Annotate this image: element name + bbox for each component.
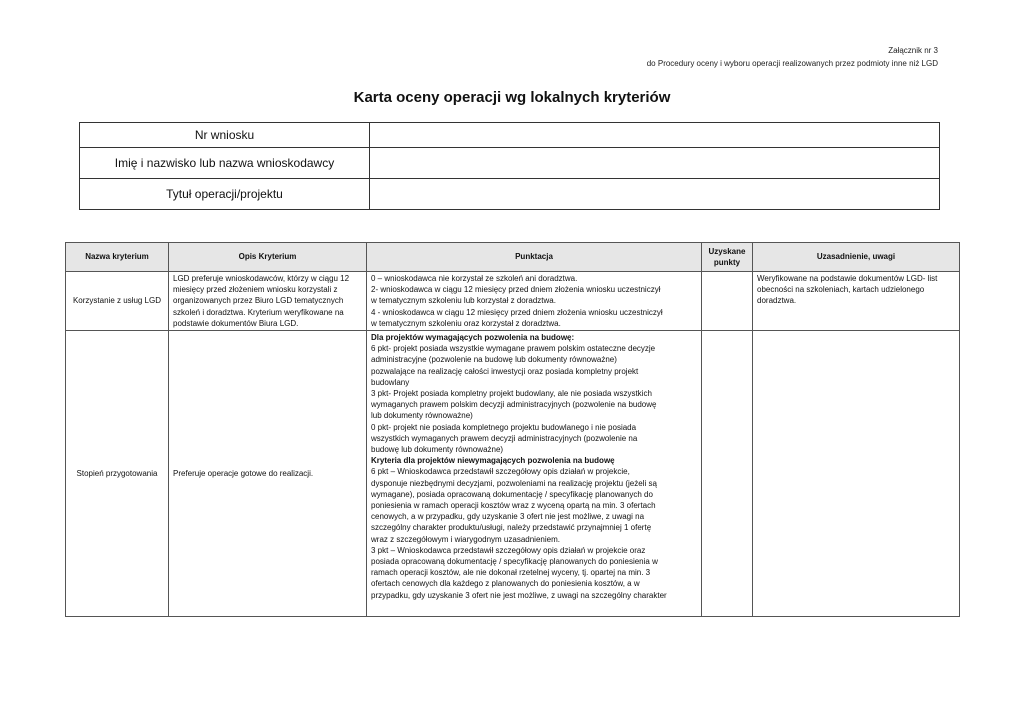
application-number-label: Nr wniosku [80,123,370,148]
header-justification: Uzasadnienie, uwagi [753,243,960,272]
scoring-line: 6 pkt- projekt posiada wszystkie wymagane prawem polskim ostateczne decyzje [371,344,656,354]
criterion-justification: Weryfikowane na podstawie dokumentów LGD- list obecności na szkoleniach, kartach udzielonego doradztwa. [753,272,960,331]
header-criterion-description: Opis Kryterium [169,243,367,272]
scoring-line: 6 pkt – Wnioskodawca przedstawił szczegółowy opis działań w projekcie, [371,467,630,477]
scoring-line: ramach operacji kosztów, ale nie dokonał rzetelnej wyceny, tj. opartej na min. 3 [371,568,651,578]
application-info-table [79,122,940,210]
scoring-line: dysponuje niezbędnymi decyzjami, pozwoleniami na realizację projektu (jeżeli są [371,478,657,488]
criterion-description: Preferuje operacje gotowe do realizacji. [169,331,367,617]
applicant-name-field[interactable] [370,148,940,179]
procedure-reference: do Procedury oceny i wyboru operacji realizowanych przez podmioty inne niż LGD [646,59,938,68]
scoring-line: administracyjne (pozwolenie na budowę lub dokumenty równoważne) [371,355,617,365]
criteria-header-row [66,243,960,272]
scoring-line: 4 - wnioskodawca w ciągu 12 miesięcy przed dniem złożenia wniosku uczestniczył [371,307,663,317]
scoring-line: budowę lub dokumenty równoważne) [371,445,504,455]
header-criterion-name: Nazwa kryterium [66,243,169,272]
scoring-line: w tematycznym szkoleniu oraz korzystał z doradztwa. [371,318,561,328]
criterion-scoring [367,272,702,331]
header-points-awarded: Uzyskane punkty [702,243,753,272]
scoring-line: ofertach cenowych dla każdego z planowanych do poniesienia kosztów, a w [371,579,640,589]
scoring-line: w tematycznym szkoleniu lub korzystał z doradztwa. [371,296,556,306]
criterion-justification[interactable] [753,331,960,617]
scoring-line: 0 – wnioskodawca nie korzystał ze szkoleń ani doradztwa. [371,274,578,283]
document-header [647,44,938,70]
scoring-line: wymagane), posiada opracowaną dokumentację / specyfikację planowanych do [371,489,653,499]
criterion-description: LGD preferuje wnioskodawców, którzy w ciągu 12 miesięcy przed złożeniem wniosku korzystali z organizowanych przez Biuro LGD tematycznych szkoleń i doradztwa. Kryterium weryfikowane na podstawie dokumentów Biura LGD. [169,272,367,331]
operation-title-label: Tytuł operacji/projektu [80,179,370,210]
page-title: Karta oceny operacji wg lokalnych kryteriów [353,89,671,106]
scoring-line: 3 pkt- Projekt posiada kompletny projekt budowlany, ale nie posiada wszystkich [371,389,652,399]
criterion-name: Stopień przygotowania [66,331,169,617]
scoring-line: cenowych, a w przypadku, gdy uzyskanie 3 ofert nie jest możliwe, z uwagi na [371,512,645,522]
points-awarded-field[interactable] [702,331,753,617]
scoring-line: Kryteria dla projektów niewymagających pozwolenia na budowę [371,456,615,466]
scoring-line: przypadku, gdy uzyskanie 3 ofert nie jest możliwe, z uwagi na szczególny charakter [371,590,667,600]
applicant-name-label: Imię i nazwisko lub nazwa wnioskodawcy [80,148,370,179]
scoring-line: wymaganych prawem polskim decyzji administracyjnych (pozwolenie na budowę [371,400,657,410]
criterion-scoring [367,331,702,617]
scoring-line: lub dokumenty równoważne) [371,411,473,421]
criteria-table [65,242,960,617]
criterion-name: Korzystanie z usług LGD [66,272,169,331]
points-awarded-field[interactable] [702,272,753,331]
scoring-line: 0 pkt- projekt nie posiada kompletnego projektu budowlanego i nie posiada [371,422,637,432]
scoring-line: szczególny charakter produktu/usługi, należy przedstawić przynajmniej 1 ofertę [371,523,652,533]
operation-title-field[interactable] [370,179,940,210]
scoring-line: wszystkich wymaganych prawem decyzji administracyjnych (pozwolenie na [371,433,638,443]
scoring-line: pozwalające na realizację całości inwestycji oraz posiada kompletny projekt [371,366,639,376]
scoring-line: 2- wnioskodawca w ciągu 12 miesięcy przed dniem złożenia wniosku uczestniczył [371,285,661,295]
attachment-number: Załącznik nr 3 [888,46,938,55]
scoring-line: posiada opracowaną dokumentację / specyfikację planowanych do poniesienia w [371,557,658,567]
application-number-field[interactable] [370,123,940,148]
scoring-line: Dla projektów wymagających pozwolenia na budowę: [371,333,575,343]
scoring-line: 3 pkt – Wnioskodawca przedstawił szczegółowy opis działań w projekcie oraz [371,545,646,555]
criteria-row [66,272,960,331]
scoring-line: poniesienia w ramach operacji kosztów wraz z wyceną opartą na min. 3 ofertach [371,501,656,511]
scoring-line: budowlany [371,377,410,387]
scoring-line: wraz z szczegółowym i wiarygodnym uzasadnieniem. [371,534,560,544]
criteria-row [66,331,960,617]
header-scoring: Punktacja [367,243,702,272]
